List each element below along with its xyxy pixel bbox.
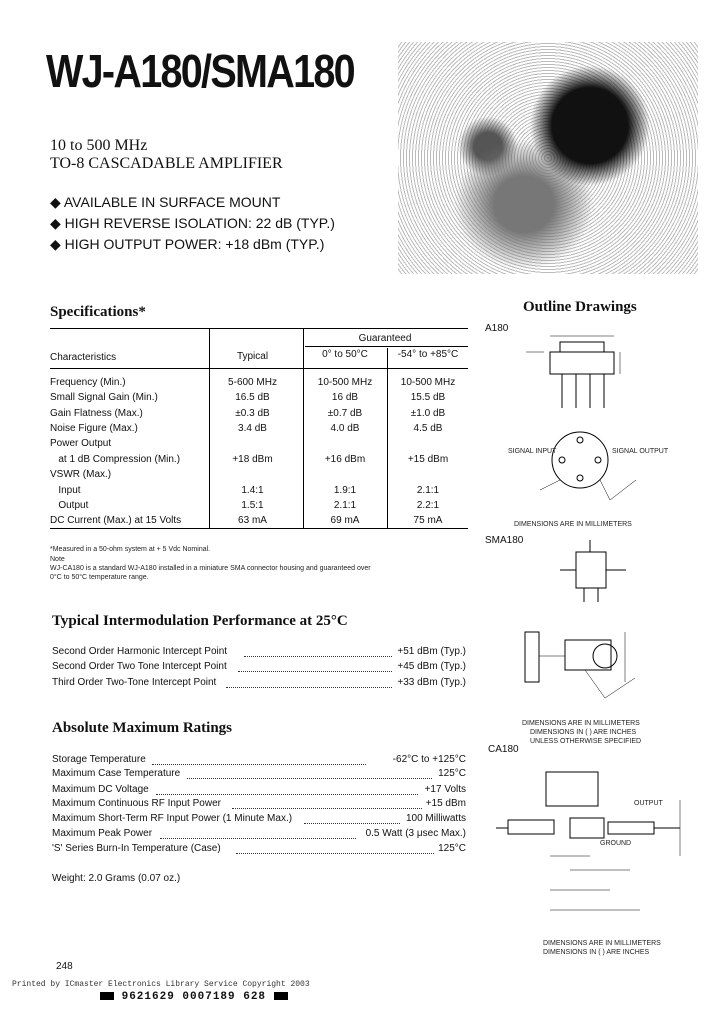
imd-leader	[238, 671, 392, 672]
col-characteristics: Characteristics	[50, 352, 117, 363]
specs-header-rule	[50, 368, 468, 369]
imd-heading: Typical Intermodulation Performance at 25°C	[52, 613, 348, 629]
a180-signal-input-label: SIGNAL INPUT	[508, 448, 557, 455]
spec-guaranteed-1: 69 mA	[330, 515, 360, 526]
imd-leader	[244, 656, 392, 657]
amr-heading: Absolute Maximum Ratings	[52, 720, 233, 736]
part-title: WJ-A180/SMA180	[46, 45, 354, 97]
specs-bottom-rule	[50, 528, 468, 529]
a180-side-view	[520, 328, 650, 418]
print-footer: Printed by ICmaster Electronics Library Service Copyright 2003	[12, 980, 310, 989]
sma180-drawing	[540, 540, 650, 610]
a180-label: A180	[485, 323, 509, 334]
package-subtitle: TO-8 CASCADABLE AMPLIFIER	[50, 155, 283, 172]
spec-label: Small Signal Gain (Min.)	[50, 392, 158, 403]
barcode-block-left	[100, 992, 114, 1000]
amr-label: Maximum Short-Term RF Input Power (1 Minute Max.)	[52, 813, 293, 824]
amr-value: -62°C to +125°C	[392, 754, 466, 765]
specs-top-rule	[50, 328, 468, 329]
feature-surface-mount: ◆ AVAILABLE IN SURFACE MOUNT	[50, 194, 281, 210]
col-guaranteed-54-85: -54° to +85°C	[397, 349, 459, 360]
frequency-subtitle: 10 to 500 MHz	[50, 137, 148, 154]
spec-typical: +18 dBm	[232, 454, 273, 465]
amr-value: +15 dBm	[425, 798, 466, 809]
amr-label: Maximum Continuous RF Input Power	[52, 798, 221, 809]
amr-value: 125°C	[438, 768, 466, 779]
guaranteed-rule	[305, 346, 468, 347]
spec-typical: 1.5:1	[241, 500, 264, 511]
ca180-in-note: DIMENSIONS IN ( ) ARE INCHES	[543, 949, 650, 956]
spec-guaranteed-2: 15.5 dB	[410, 392, 446, 403]
imd-label: Second Order Harmonic Intercept Point	[52, 646, 228, 657]
imd-value: +33 dBm (Typ.)	[397, 677, 466, 688]
a180-dim-note: DIMENSIONS ARE IN MILLIMETERS	[514, 521, 632, 528]
sma180-unless-note: UNLESS OTHERWISE SPECIFIED	[530, 738, 642, 745]
amr-value: 125°C	[438, 843, 466, 854]
amr-value: +17 Volts	[424, 784, 466, 795]
spec-guaranteed-1: +16 dBm	[324, 454, 366, 465]
outline-heading: Outline Drawings	[523, 299, 637, 315]
specifications-heading: Specifications*	[50, 304, 146, 320]
spec-note-text-2: 0°C to 50°C temperature range.	[50, 574, 149, 581]
spec-label: Noise Figure (Max.)	[50, 423, 138, 434]
ca180-ground-label: GROUND	[600, 840, 632, 847]
col-typical: Typical	[236, 351, 269, 362]
spec-note-label: Note	[50, 556, 65, 563]
spec-typical: 5-600 MHz	[228, 377, 277, 388]
spec-label: Input	[50, 485, 81, 496]
spec-guaranteed-1: 10-500 MHz	[317, 377, 373, 388]
spec-typical: 16.5 dB	[235, 392, 270, 403]
ca180-label: CA180	[488, 744, 519, 755]
spec-guaranteed-2: 2.1:1	[416, 485, 440, 496]
spec-guaranteed-2: +15 dBm	[407, 454, 449, 465]
spec-typical: ±0.3 dB	[235, 408, 270, 419]
spec-guaranteed-2: 10-500 MHz	[400, 377, 456, 388]
imd-label: Second Order Two Tone Intercept Point	[52, 661, 227, 672]
sma180-in-note: DIMENSIONS IN ( ) ARE INCHES	[530, 729, 637, 736]
amr-label: 'S' Series Burn-In Temperature (Case)	[52, 843, 221, 854]
amr-value: 0.5 Watt (3 μsec Max.)	[365, 828, 466, 839]
a180-bottom-view	[540, 420, 670, 520]
spec-label: Power Output	[50, 438, 112, 449]
spec-guaranteed-1: 4.0 dB	[330, 423, 360, 434]
amr-label: Maximum DC Voltage	[52, 784, 149, 795]
barcode-block-right	[274, 992, 288, 1000]
spec-guaranteed-2: 2.2:1	[416, 500, 440, 511]
spec-guaranteed-1: 16 dB	[331, 392, 359, 403]
imd-value: +45 dBm (Typ.)	[397, 661, 466, 672]
barcode	[100, 991, 288, 1003]
spec-guaranteed-2: 4.5 dB	[413, 423, 443, 434]
ca180-dim-note: DIMENSIONS ARE IN MILLIMETERS	[543, 940, 661, 947]
spec-label: Gain Flatness (Max.)	[50, 408, 143, 419]
spec-typical: 3.4 dB	[238, 423, 267, 434]
imd-value: +51 dBm (Typ.)	[397, 646, 466, 657]
feature-reverse-isolation: ◆ HIGH REVERSE ISOLATION: 22 dB (TYP.)	[50, 215, 335, 231]
guaranteed-header: Guaranteed	[358, 333, 412, 344]
spec-label: VSWR (Max.)	[50, 469, 112, 480]
amr-leader	[156, 794, 418, 795]
amr-label: Maximum Peak Power	[52, 828, 153, 839]
barcode-digits: 9621629 0007189 628	[121, 991, 267, 1003]
ca180-drawing	[490, 760, 690, 935]
spec-footnote: *Measured in a 50-ohm system at + 5 Vdc Nominal.	[50, 546, 211, 553]
a180-signal-output-label: SIGNAL OUTPUT	[612, 448, 669, 455]
amr-leader	[152, 764, 366, 765]
spec-label: Frequency (Min.)	[50, 377, 126, 388]
page-number: 248	[56, 961, 73, 972]
product-photo	[398, 42, 698, 274]
sma180-dim-note: DIMENSIONS ARE IN MILLIMETERS	[522, 720, 640, 727]
col-guaranteed-0-50: 0° to 50°C	[322, 349, 368, 360]
feature-output-power: ◆ HIGH OUTPUT POWER: +18 dBm (TYP.)	[50, 236, 325, 252]
spec-guaranteed-2: 75 mA	[413, 515, 443, 526]
ca180-output-label: OUTPUT	[634, 800, 663, 807]
spec-label: at 1 dB Compression (Min.)	[50, 454, 181, 465]
spec-typical: 1.4:1	[241, 485, 264, 496]
imd-leader	[226, 687, 392, 688]
amr-label: Maximum Case Temperature	[52, 768, 181, 779]
housing-drawing	[515, 612, 665, 712]
amr-leader	[160, 838, 356, 839]
specs-col-divider-2	[303, 328, 304, 528]
spec-guaranteed-2: ±1.0 dB	[410, 408, 446, 419]
spec-guaranteed-1: 1.9:1	[333, 485, 357, 496]
spec-guaranteed-1: ±0.7 dB	[327, 408, 363, 419]
weight: Weight: 2.0 Grams (0.07 oz.)	[52, 873, 181, 884]
imd-label: Third Order Two-Tone Intercept Point	[52, 677, 217, 688]
spec-label: Output	[50, 500, 89, 511]
spec-label: DC Current (Max.) at 15 Volts	[50, 515, 182, 526]
sma180-label: SMA180	[485, 535, 524, 546]
spec-typical: 63 mA	[238, 515, 267, 526]
spec-guaranteed-1: 2.1:1	[333, 500, 357, 511]
amr-label: Storage Temperature	[52, 754, 146, 765]
amr-value: 100 Milliwatts	[405, 813, 466, 824]
spec-note-text: WJ-CA180 is a standard WJ-A180 installed in a miniature SMA connector housing and guaranteed over	[50, 565, 371, 572]
